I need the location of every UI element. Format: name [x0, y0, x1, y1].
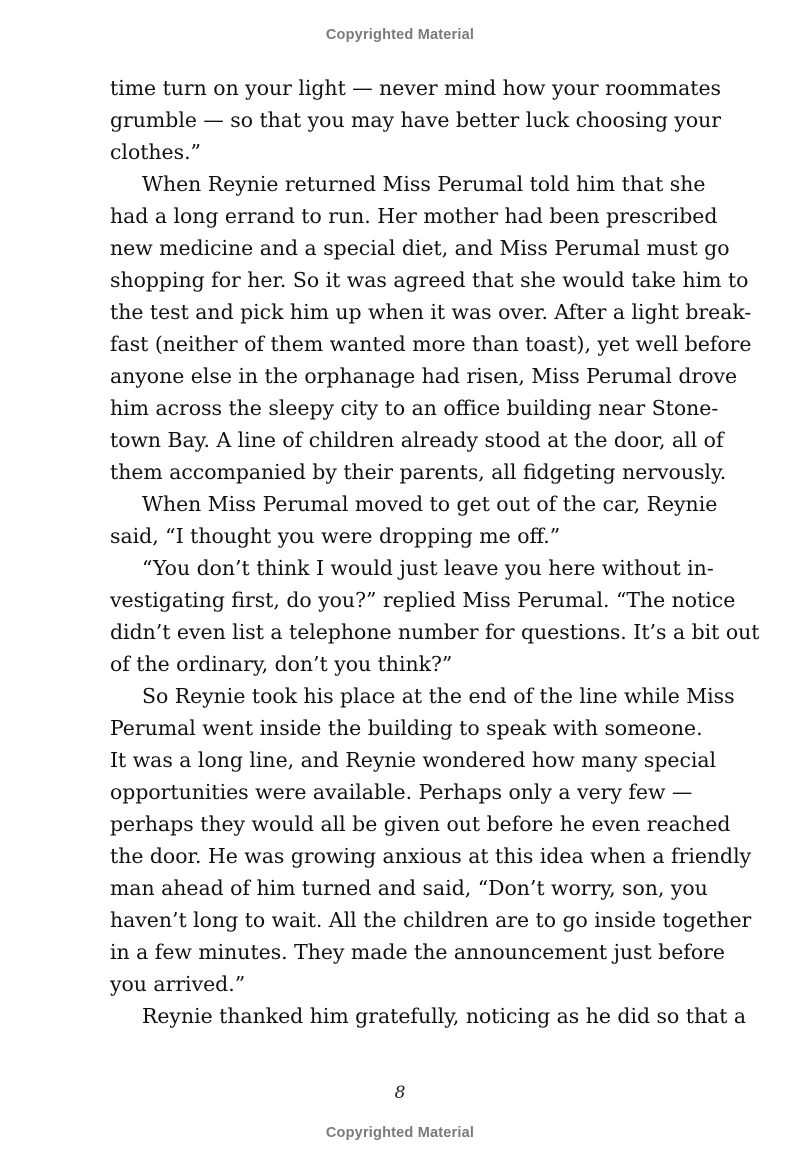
text-line: him across the sleepy city to an office building near Stone-	[110, 396, 719, 420]
text-line: clothes.”	[110, 140, 201, 164]
copyright-watermark-bottom: Copyrighted Material	[325, 1125, 475, 1141]
text-line: haven’t long to wait. All the children are to go inside together	[110, 908, 752, 932]
text-line: man ahead of him turned and said, “Don’t worry, son, you	[110, 876, 708, 900]
page-number: 8	[394, 1083, 406, 1103]
text-line: the test and pick him up when it was over. After a light break-	[110, 300, 752, 324]
text-line: opportunities were available. Perhaps only a very few —	[110, 780, 693, 804]
text-line: When Reynie returned Miss Perumal told him that she	[142, 172, 706, 196]
text-line: fast (neither of them wanted more than toast), yet well before	[110, 332, 752, 356]
text-line: you arrived.”	[110, 972, 246, 996]
text-line: had a long errand to run. Her mother had been prescribed	[110, 204, 718, 228]
text-line: said, “I thought you were dropping me off.”	[110, 524, 561, 548]
text-line: didn’t even list a telephone number for questions. It’s a bit out	[110, 620, 760, 644]
text-line: the door. He was growing anxious at this idea when a friendly	[110, 844, 752, 868]
text-line: vestigating first, do you?” replied Miss Perumal. “The notice	[110, 588, 736, 612]
text-line: time turn on your light — never mind how your roommates	[110, 76, 722, 100]
text-line: them accompanied by their parents, all fidgeting nervously.	[110, 460, 727, 484]
text-line: grumble — so that you may have better luck choosing your	[110, 108, 722, 132]
text-line: When Miss Perumal moved to get out of the car, Reynie	[142, 492, 718, 516]
text-line: “You don’t think I would just leave you here without in-	[142, 556, 714, 580]
text-line: town Bay. A line of children already stood at the door, all of	[110, 428, 724, 452]
text-line: perhaps they would all be given out before he even reached	[110, 812, 731, 836]
text-line: Perumal went inside the building to speak with someone.	[110, 716, 703, 740]
text-line: in a few minutes. They made the announcement just before	[110, 940, 725, 964]
text-line: It was a long line, and Reynie wondered how many special	[110, 748, 717, 772]
copyright-watermark-top: Copyrighted Material	[325, 27, 475, 43]
text-line: Reynie thanked him gratefully, noticing as he did so that a	[142, 1004, 747, 1028]
text-line: of the ordinary, don’t you think?”	[110, 652, 453, 676]
text-line: anyone else in the orphanage had risen, Miss Perumal drove	[110, 364, 738, 388]
body-text	[110, 72, 760, 1032]
text-line: shopping for her. So it was agreed that she would take him to	[110, 268, 749, 292]
text-line: So Reynie took his place at the end of the line while Miss	[142, 684, 735, 708]
text-line: new medicine and a special diet, and Miss Perumal must go	[110, 236, 730, 260]
